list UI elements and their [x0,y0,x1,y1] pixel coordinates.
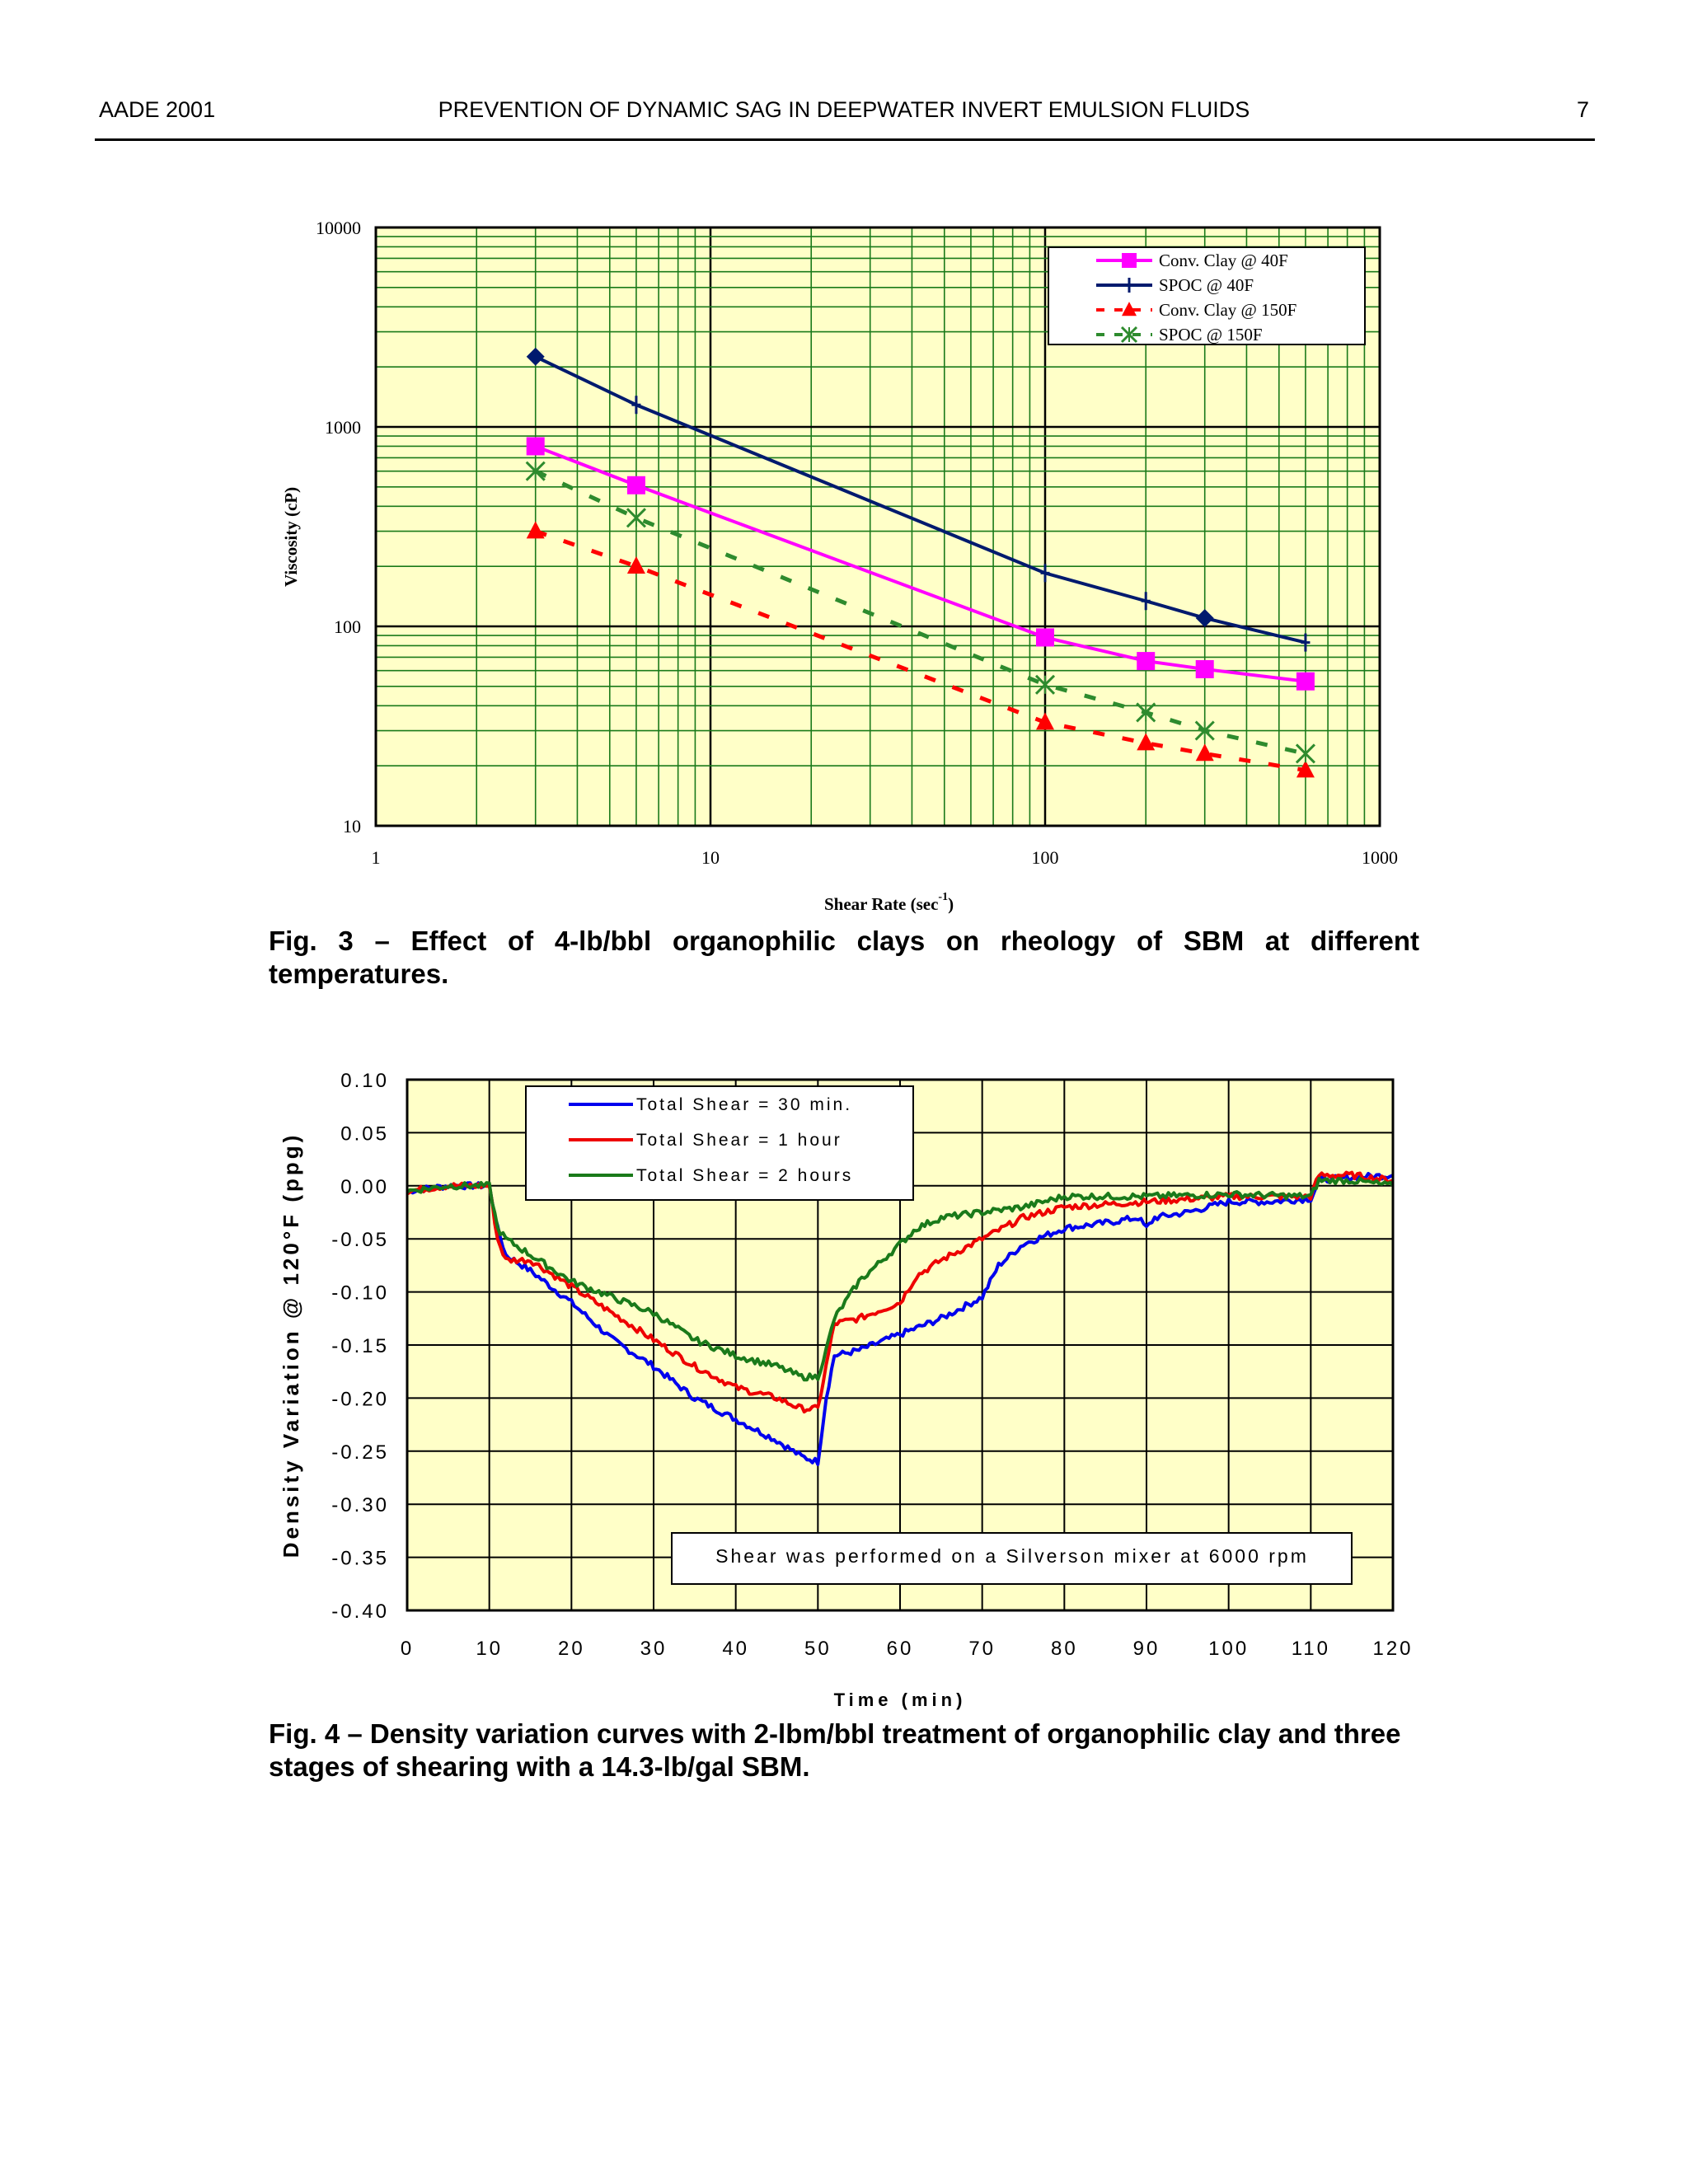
fig4-y-tick: -0.35 [331,1547,389,1570]
fig3-x-tick: 1000 [1362,847,1398,868]
fig4-x-tick: 100 [1208,1638,1250,1660]
fig4-annotation-text: Shear was performed on a Silverson mixer at 6000 rpm [715,1545,1309,1568]
fig4-x-tick: 90 [1132,1638,1160,1660]
fig4-y-tick: -0.15 [331,1335,389,1357]
fig4-y-tick: 0.10 [340,1070,389,1092]
fig4-x-axis-label: Time (min) [833,1690,967,1710]
fig3-x-tick: 100 [1031,847,1059,868]
fig3-y-tick: 1000 [325,417,361,438]
fig4-y-tick: -0.10 [331,1282,389,1305]
fig3-legend-label: SPOC @ 150F [1159,325,1263,344]
fig4-x-tick: 0 [400,1638,415,1660]
fig3-y-tick: 10000 [316,218,361,238]
fig4-x-tick: 30 [640,1638,668,1660]
fig4-x-tick: 120 [1372,1638,1414,1660]
fig4-x-tick: 60 [886,1638,914,1660]
fig4-y-tick: -0.20 [331,1388,389,1411]
fig3-x-tick: 1 [371,847,381,868]
fig3-legend-label: SPOC @ 40F [1159,275,1254,295]
fig4-x-tick: 50 [804,1638,832,1660]
fig4-legend [526,1086,913,1200]
fig3-y-tick: 10 [343,816,361,837]
fig3-legend-label: Conv. Clay @ 150F [1159,300,1297,320]
fig4-annotation-box [672,1533,1352,1584]
page-number: 7 [1576,97,1589,122]
fig4-y-axis-label: Density Variation @ 120°F (ppg) [279,1132,303,1558]
running-header-title: PREVENTION OF DYNAMIC SAG IN DEEPWATER INVERT EMULSION FLUIDS [438,97,1250,122]
fig3-x-axis-label: Shear Rate $(\sec^{-1})$ [824,891,954,914]
fig4-x-tick: 110 [1291,1638,1330,1660]
fig4-y-tick: -0.40 [331,1601,389,1623]
running-header-left: AADE 2001 [99,97,216,122]
fig4-y-tick: 0.05 [340,1122,389,1146]
fig4-legend-label: Total Shear = 2 hours [636,1166,854,1185]
fig4-legend-label: Total Shear = 1 hour [636,1131,842,1150]
fig3-x-tick: 10 [701,847,720,868]
fig3-y-tick: 100 [334,616,361,637]
fig4-y-tick: -0.05 [331,1229,389,1252]
fig4-y-tick: 0.00 [340,1175,389,1198]
fig4-x-tick: 10 [476,1638,504,1660]
fig4-x-tick: 70 [968,1638,996,1660]
fig4-y-tick: -0.30 [331,1494,389,1517]
fig3-y-axis-label: Viscosity (cP) [281,486,301,587]
fig3-legend-label: Conv. Clay @ 40F [1159,251,1288,270]
fig4-x-tick: 80 [1050,1638,1078,1660]
fig4-x-tick: 40 [722,1638,750,1660]
fig4-x-tick: 20 [557,1638,585,1660]
fig4-legend-label: Total Shear = 30 min. [636,1095,853,1114]
figure-3-caption: Fig. 3 – Effect of 4-lb/bbl organophilic clays on rheology of SBM at different temperatures. [269,926,1419,989]
fig4-y-tick: -0.25 [331,1441,389,1464]
figure-4-caption: Fig. 4 – Density variation curves with 2-lbm/bbl treatment of organophilic clay and three stages of shearing with a 14.3-lb/gal SBM. [269,1718,1401,1782]
